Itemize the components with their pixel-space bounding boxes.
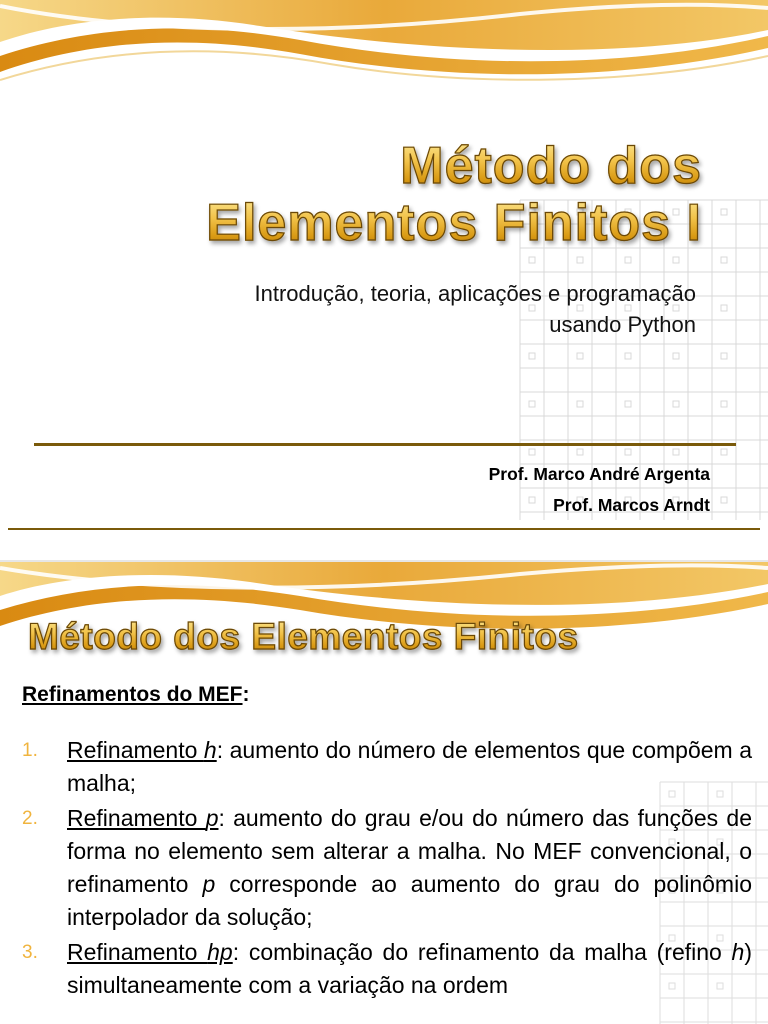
subtitle-line-1: Introdução, teoria, aplicações e programação <box>254 281 696 306</box>
term-variable: h <box>203 737 217 763</box>
section-heading-colon: : <box>242 683 250 706</box>
list-text: : aumento do grau e/ou do número das funções de forma no elemento sem alterar a malha. No MEF convencional, o refinamento <box>67 805 752 897</box>
subtitle <box>96 278 696 340</box>
subtitle-line-2: usando Python <box>549 312 696 337</box>
term-variable: p <box>205 805 219 831</box>
title-line-1: Método dos <box>400 137 702 195</box>
list-item <box>0 802 768 934</box>
refinement-list <box>0 734 768 1004</box>
inline-variable: h <box>731 939 745 965</box>
list-text: ) simultaneamente com a variação na ordem <box>67 939 752 998</box>
section-heading-text: Refinamentos do MEF <box>22 683 243 706</box>
content-slide <box>0 562 768 1024</box>
list-term <box>67 737 217 763</box>
divider <box>8 528 760 530</box>
list-text: : aumento do número de elementos que compõem a malha; <box>67 737 752 796</box>
divider <box>34 443 736 446</box>
inline-variable: p <box>202 871 216 897</box>
section-heading <box>22 683 250 707</box>
author-2: Prof. Marcos Arndt <box>553 495 710 515</box>
list-number: 1. <box>22 740 38 761</box>
list-number: 3. <box>22 942 38 963</box>
title-line-2: Elementos Finitos I <box>206 194 702 252</box>
term-label: Refinamento <box>67 737 204 763</box>
list-item <box>0 734 768 800</box>
author-1: Prof. Marco André Argenta <box>488 464 710 484</box>
list-term <box>67 805 218 831</box>
list-number: 2. <box>22 808 38 829</box>
slide-title: Método dos Elementos Finitos <box>28 616 579 657</box>
list-text: corresponde ao aumento do grau do polinômio interpolador da solução; <box>67 871 752 930</box>
term-variable: hp <box>207 939 233 965</box>
list-text: : combinação do refinamento da malha (refino <box>232 939 732 965</box>
list-term <box>67 939 233 965</box>
term-label: Refinamento <box>67 805 206 831</box>
list-item <box>0 936 768 1002</box>
term-label: Refinamento <box>67 939 208 965</box>
